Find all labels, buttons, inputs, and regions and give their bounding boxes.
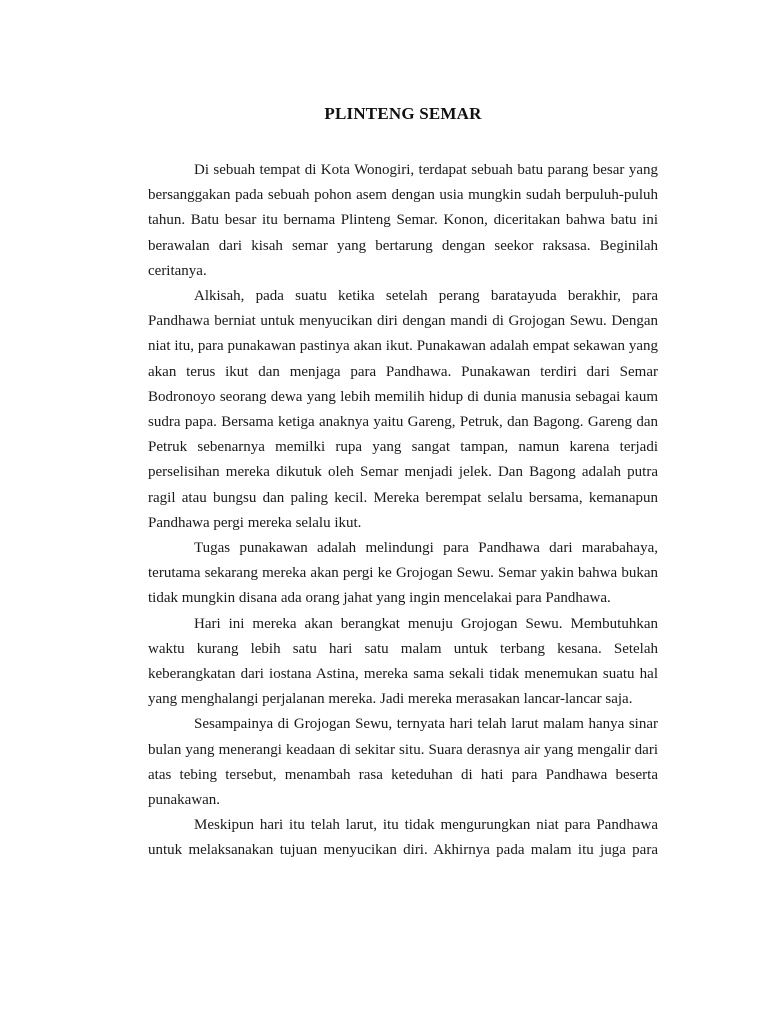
paragraph-3: Tugas punakawan adalah melindungi para Pandhawa dari marabahaya, terutama sekarang mereka akan pergi ke Grojogan Sewu. Semar yakin bahwa bukan tidak mungkin disana ada orang jahat yang ingin mencelakai para Pandhawa. xyxy=(148,540,658,607)
document-body xyxy=(148,158,658,864)
paragraph-1: Di sebuah tempat di Kota Wonogiri, terdapat sebuah batu parang besar yang bersanggakan pada sebuah pohon asem dengan usia mungkin sudah berpuluh-puluh tahun. Batu besar itu bernama Plinteng Semar. Konon, diceritakan bahwa batu ini berawalan dari kisah semar yang bertarung dengan seekor raksasa. Beginilah ceritanya. xyxy=(148,162,658,279)
paragraph-6: Meskipun hari itu telah larut, itu tidak mengurungkan niat para Pandhawa untuk melaksanakan tujuan menyucikan diri. Akhirnya pada malam itu juga para xyxy=(148,817,658,859)
paragraph-5: Sesampainya di Grojogan Sewu, ternyata hari telah larut malam hanya sinar bulan yang menerangi keadaan di sekitar situ. Suara derasnya air yang mengalir dari atas tebing tersebut, menambah rasa keteduhan di hati para Pandhawa beserta punakawan. xyxy=(148,716,658,809)
paragraph-4: Hari ini mereka akan berangkat menuju Grojogan Sewu. Membutuhkan waktu kurang lebih satu hari satu malam untuk terbang kesana. Setelah keberangkatan dari iostana Astina, mereka sama sekali tidak menemukan suatu hal yang menghalangi perjalanan mereka. Jadi mereka merasakan lancar-lancar saja. xyxy=(148,615,658,708)
paragraph-2: Alkisah, pada suatu ketika setelah perang baratayuda berakhir, para Pandhawa berniat untuk menyucikan diri dengan mandi di Grojogan Sewu. Dengan niat itu, para punakawan pastinya akan ikut. Punakawan adalah empat sekawan yang akan terus ikut dan menjaga para Pandhawa. Punakawan terdiri dari Semar Bodronoyo seorang dewa yang lebih memilih hidup di dunia manusia sebagai kaum sudra papa. Bersama ketiga anaknya yaitu Gareng, Petruk, dan Bagong. Gareng dan Petruk sebenarnya memilki rupa yang sangat tampan, namun karena terjadi perselisihan mereka dikutuk oleh Semar menjadi jelek. Dan Bagong adalah putra ragil atau bungsu dan paling kecil. Mereka berempat selalu bersama, kemanapun Pandhawa pergi mereka selalu ikut. xyxy=(148,288,658,531)
document-title: PLINTENG SEMAR xyxy=(324,104,482,123)
